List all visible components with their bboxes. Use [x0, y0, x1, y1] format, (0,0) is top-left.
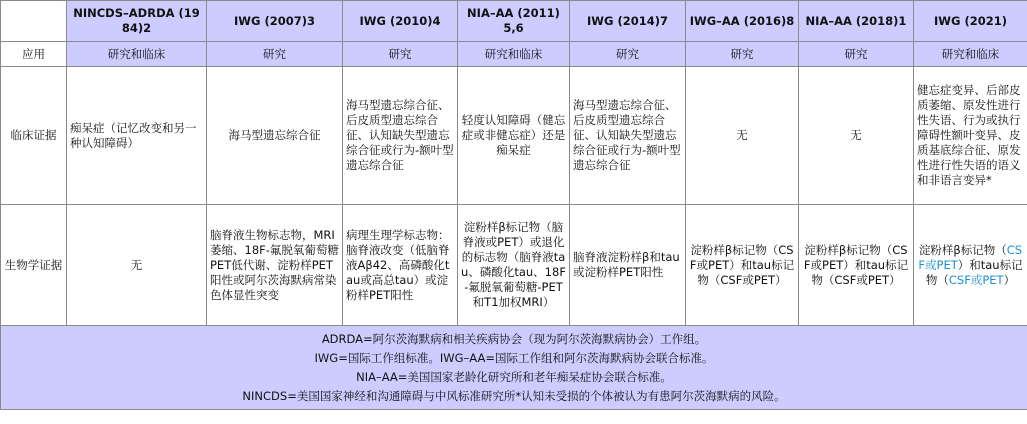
biomarker-cell: 无	[67, 205, 207, 326]
header-nia-aa-2018: NIA–AA (2018)1	[799, 1, 914, 42]
header-iwg-aa-2016: IWG–AA (2016)8	[686, 1, 799, 42]
biomarker-cell-iwg-2021	[914, 205, 1027, 326]
biomarker-label: 生物学证据	[1, 205, 67, 326]
usage-row	[1, 42, 1027, 67]
clinical-cell: 健忘症变异、后部皮质萎缩、原发性进行性失语、行为或执行障碍性额叶变异、皮质基底综合征、原发性进行性失语的语义和非语言变异*	[914, 67, 1027, 205]
biomarker-text: ）和tau标记物（	[925, 257, 1023, 287]
biomarker-cell: 淀粉样β标记物（CSF或PET）和tau标记物（CSF或PET）	[686, 205, 799, 326]
usage-cell: 研究和临床	[458, 42, 570, 67]
footnote-line: ADRDA=阿尔茨海默病和相关疾病协会（现为阿尔茨海默病协会）工作组。	[321, 331, 707, 346]
clinical-cell: 轻度认知障碍（健忘症或非健忘症）还是痴呆症	[458, 67, 570, 205]
usage-cell: 研究和临床	[67, 42, 207, 67]
footnote-line: NINCDS=美国国家神经和沟通障碍与中风标准研究所*认知未受损的个体被认为有患阿尔茨海默病的风险。	[242, 388, 786, 403]
header-nia-aa-2011: NIA–AA (2011)5,6	[458, 1, 570, 42]
header-iwg-2021: IWG (2021)	[914, 1, 1027, 42]
biomarker-text: ）	[1003, 272, 1016, 287]
biomarker-cell: 脑脊液淀粉样β和tau或淀粉样PET阳性	[570, 205, 686, 326]
biomarker-row	[1, 205, 1027, 326]
usage-cell: 研究	[799, 42, 914, 67]
clinical-label: 临床证据	[1, 67, 67, 205]
footnote-line: IWG=国际工作组标准。IWG–AA=国际工作组和阿尔茨海默病协会联合标准。	[314, 350, 714, 365]
usage-cell: 研究和临床	[914, 42, 1027, 67]
header-iwg-2007: IWG (2007)3	[207, 1, 343, 42]
biomarker-cell: 淀粉样β标记物（脑脊液或PET）或退化的标志物（脑脊液tau、磷酸化tau、18F-氟脱氧葡萄糖-PET和T1加权MRI）	[458, 205, 570, 326]
clinical-cell: 海马型遗忘综合征、后皮质型遗忘综合征、认知缺失型遗忘综合征或行为-额叶型遗忘综合征	[570, 67, 686, 205]
usage-cell: 研究	[343, 42, 458, 67]
header-row	[1, 1, 1027, 42]
highlighted-text: CSF或PET	[948, 272, 1004, 287]
clinical-cell: 无	[799, 67, 914, 205]
usage-cell: 研究	[686, 42, 799, 67]
biomarker-text: 淀粉样β标记物（	[918, 242, 1007, 257]
usage-cell: 研究	[570, 42, 686, 67]
usage-label: 应用	[1, 42, 67, 67]
footer-row	[1, 326, 1027, 410]
biomarker-cell: 淀粉样β标记物（CSF或PET）和tau标记物（CSF或PET）	[799, 205, 914, 326]
biomarker-cell: 病理生理学标志物：脑脊液改变（低脑脊液Aβ42、高磷酸化tau或高总tau）或淀粉样PET阳性	[343, 205, 458, 326]
clinical-cell: 痴呆症（记忆改变和另一种认知障碍）	[67, 67, 207, 205]
clinical-cell: 无	[686, 67, 799, 205]
header-iwg-2014: IWG (2014)7	[570, 1, 686, 42]
header-nincds-adrda-1984: NINCDS–ADRDA (1984)2	[67, 1, 207, 42]
table-footnote	[1, 326, 1027, 410]
header-iwg-2010: IWG (2010)4	[343, 1, 458, 42]
usage-cell: 研究	[207, 42, 343, 67]
clinical-cell: 海马型遗忘综合征、后皮质型遗忘综合征、认知缺失型遗忘综合征或行为-额叶型遗忘综合征	[343, 67, 458, 205]
biomarker-cell: 脑脊液生物标志物，MRI萎缩、18F-氟脱氧葡萄糖PET低代谢、淀粉样PET阳性或阿尔茨海默病常染色体显性突变	[207, 205, 343, 326]
highlighted-text: CSF或PET	[918, 242, 1023, 272]
header-blank	[1, 1, 67, 42]
footnote-line: NIA–AA=美国国家老龄化研究所和老年痴呆症协会联合标准。	[356, 369, 672, 384]
clinical-cell: 海马型遗忘综合征	[207, 67, 343, 205]
clinical-row	[1, 67, 1027, 205]
